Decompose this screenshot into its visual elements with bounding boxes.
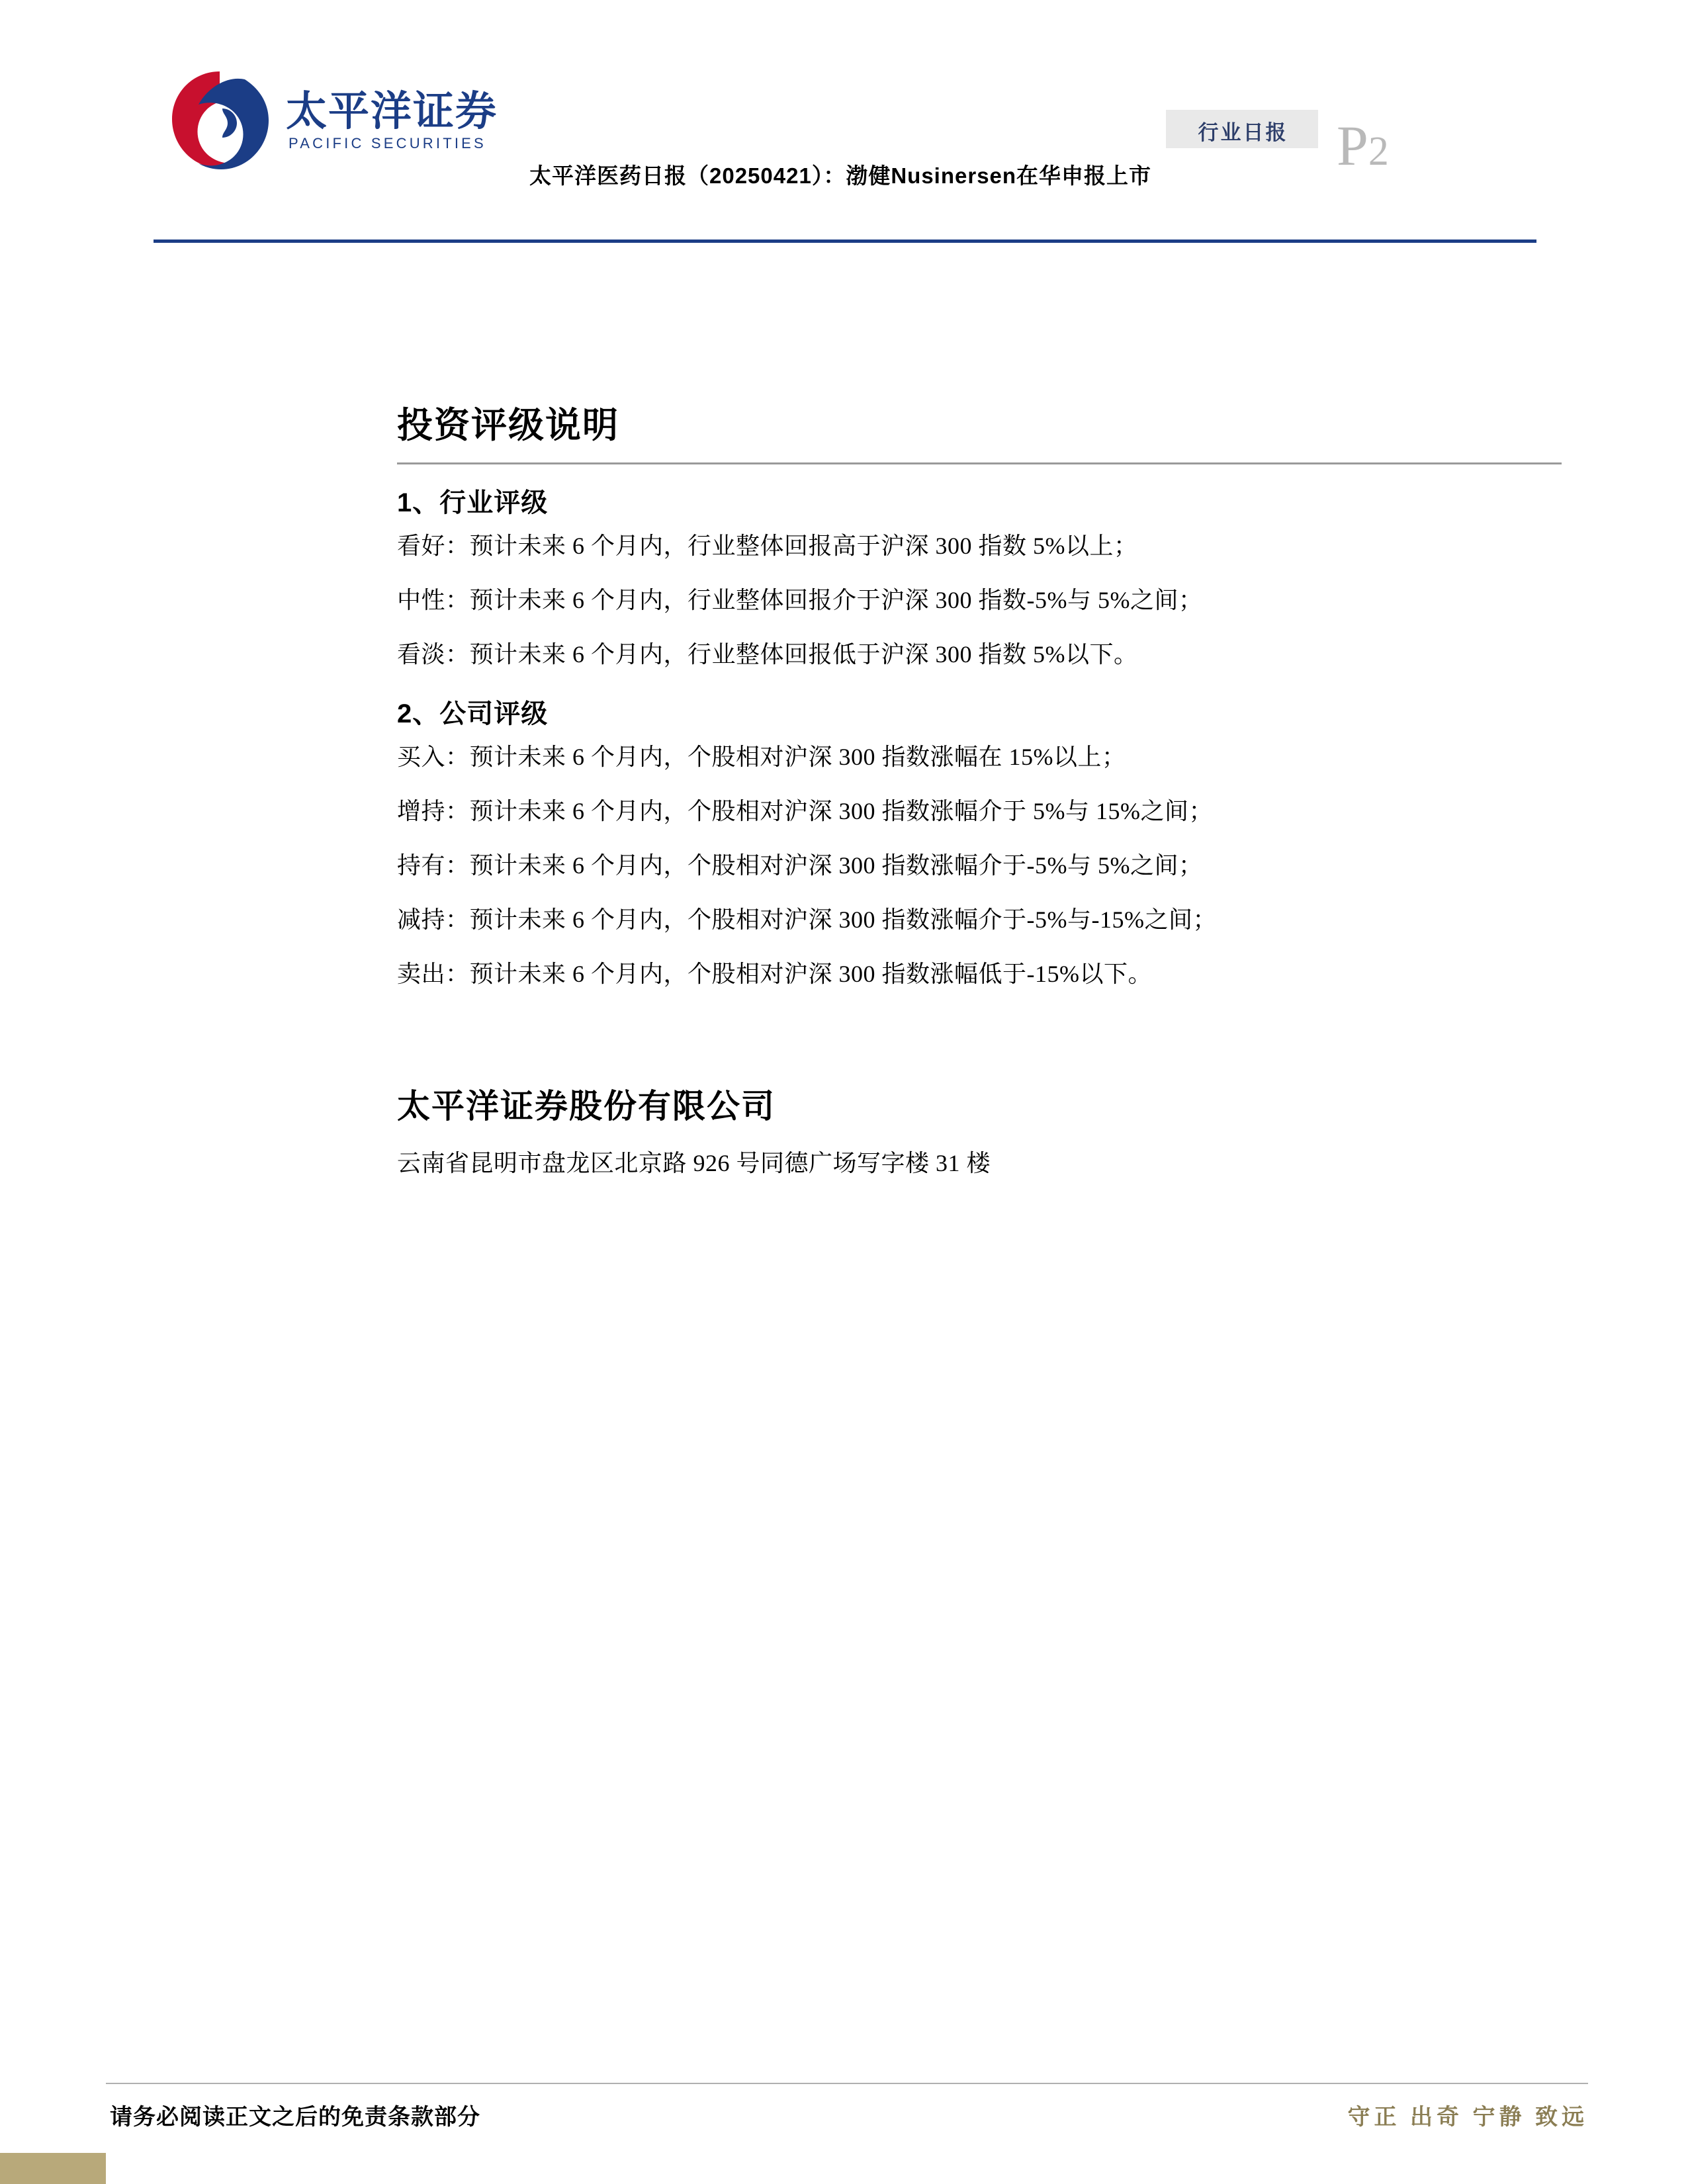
section-title: 投资评级说明 [397, 406, 619, 445]
report-type-badge: 行业日报 [1198, 121, 1288, 144]
firm-address: 云南省昆明市盘龙区北京路 926 号同德广场写字楼 31 楼 [397, 1150, 991, 1176]
firm-info [397, 1080, 1562, 1178]
footer-divider [106, 2083, 1588, 2084]
header-divider [154, 240, 1536, 243]
firm-name: 太平洋证券股份有限公司 [397, 1088, 776, 1125]
company-logo [154, 64, 498, 183]
logo-text-cn: 太平洋证券 [286, 89, 498, 134]
company-rating-item: 卖出：预计未来 6 个月内，个股相对沪深 300 指数涨幅低于-15%以下。 [397, 961, 1152, 987]
document-title: 太平洋医药日报（20250421）：渤健Nusinersen在华申报上市 [529, 163, 1152, 188]
industry-rating-item: 看好：预计未来 6 个月内，行业整体回报高于沪深 300 指数 5%以上； [397, 533, 1138, 559]
main-content [397, 397, 1562, 1178]
page-number-value: 2 [1368, 129, 1389, 174]
company-rating-item: 增持：预计未来 6 个月内，个股相对沪深 300 指数涨幅介于 5%与 15%之间； [397, 798, 1213, 824]
section-title-divider [397, 462, 1562, 464]
pacific-securities-logo-icon [167, 69, 273, 175]
logo-text-en: PACIFIC SECURITIES [289, 135, 486, 152]
company-rating-item: 持有：预计未来 6 个月内，个股相对沪深 300 指数涨幅介于-5%与 5%之间； [397, 852, 1203, 879]
company-rating-item: 减持：预计未来 6 个月内，个股相对沪深 300 指数涨幅介于-5%与-15%之间； [397, 906, 1217, 933]
page-number [1337, 112, 1389, 179]
footer-slogan: 守正 出奇 宁静 致远 [1347, 2105, 1588, 2130]
industry-rating-heading: 1、行业评级 [397, 488, 549, 517]
page-header [0, 0, 1688, 251]
footer-disclaimer: 请务必阅读正文之后的免责条款部分 [110, 2105, 480, 2130]
company-rating-heading: 2、公司评级 [397, 699, 549, 728]
industry-rating-item: 中性：预计未来 6 个月内，行业整体回报介于沪深 300 指数-5%与 5%之间； [397, 587, 1203, 613]
footer-accent-bar-mask [106, 2153, 1688, 2184]
company-rating-item: 买入：预计未来 6 个月内，个股相对沪深 300 指数涨幅在 15%以上； [397, 744, 1126, 770]
page-number-prefix: P [1337, 114, 1368, 177]
industry-rating-item: 看淡：预计未来 6 个月内，行业整体回报低于沪深 300 指数 5%以下。 [397, 641, 1138, 668]
